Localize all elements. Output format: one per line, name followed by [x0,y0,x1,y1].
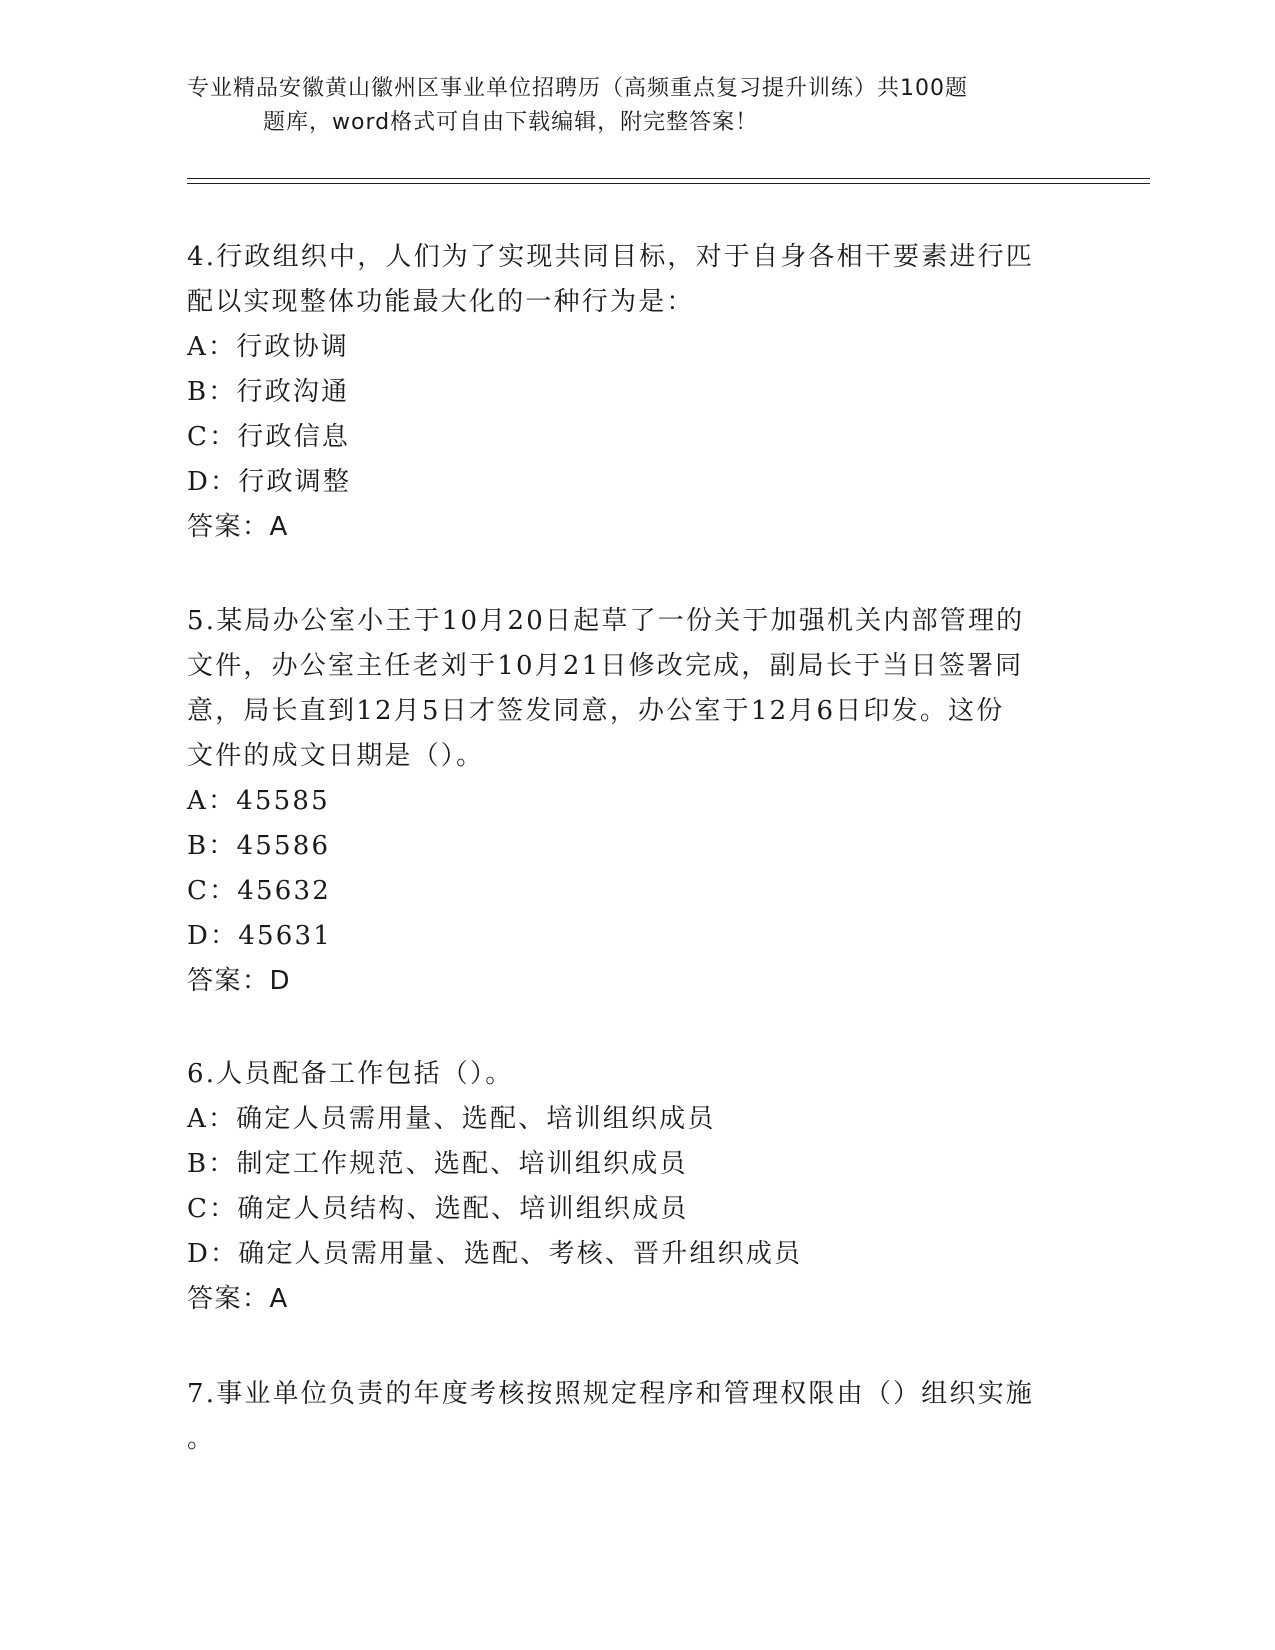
option-c: C：45632 [187,876,332,906]
option-c: C：行政信息 [187,422,351,452]
option-a: A：45585 [187,786,330,816]
question-stem: 文件的成文日期是（）。 [187,741,485,771]
option-b: B：制定工作规范、选配、培训组织成员 [187,1149,688,1179]
answer: 答案：D [187,966,292,996]
answer: 答案：A [187,1284,289,1314]
option-b: B：45586 [187,831,331,861]
document-header [187,72,1047,140]
question-stem: 5.某局办公室小王于10月20日起草了一份关于加强机关内部管理的 [187,606,1025,636]
question-stem: 7.事业单位负责的年度考核按照规定程序和管理权限由（）组织实施 [187,1379,1035,1409]
question-5 [187,599,1067,1004]
option-b: B：行政沟通 [187,377,350,407]
question-6 [187,1052,1067,1322]
question-stem: 配以实现整体功能最大化的一种行为是： [187,287,695,317]
question-stem: 6.人员配备工作包括（）。 [187,1059,514,1089]
question-7 [187,1372,1067,1462]
header-title-line-2: 题库，word格式可自由下载编辑，附完整答案！ [263,110,759,135]
option-d: D：确定人员需用量、选配、考核、晋升组织成员 [187,1239,803,1269]
answer: 答案：A [187,512,289,542]
header-divider-bottom [187,183,1150,184]
option-a: A：确定人员需用量、选配、培训组织成员 [187,1104,716,1134]
question-stem: 4.行政组织中，人们为了实现共同目标，对于自身各相干要素进行匹 [187,242,1035,272]
header-title-line-1: 专业精品安徽黄山徽州区事业单位招聘历（高频重点复习提升训练）共100题 [187,76,968,101]
option-c: C：确定人员结构、选配、培训组织成员 [187,1194,689,1224]
question-stem: 。 [187,1424,216,1454]
question-4 [187,235,1067,550]
option-d: D：行政调整 [187,467,352,497]
header-divider-top [187,178,1150,179]
option-a: A：行政协调 [187,332,349,362]
question-stem: 意，局长直到12月5日才签发同意，办公室于12月6日印发。这份 [187,696,1005,726]
option-d: D：45631 [187,921,332,951]
question-stem: 文件，办公室主任老刘于10月21日修改完成，副局长于当日签署同 [187,651,1024,681]
